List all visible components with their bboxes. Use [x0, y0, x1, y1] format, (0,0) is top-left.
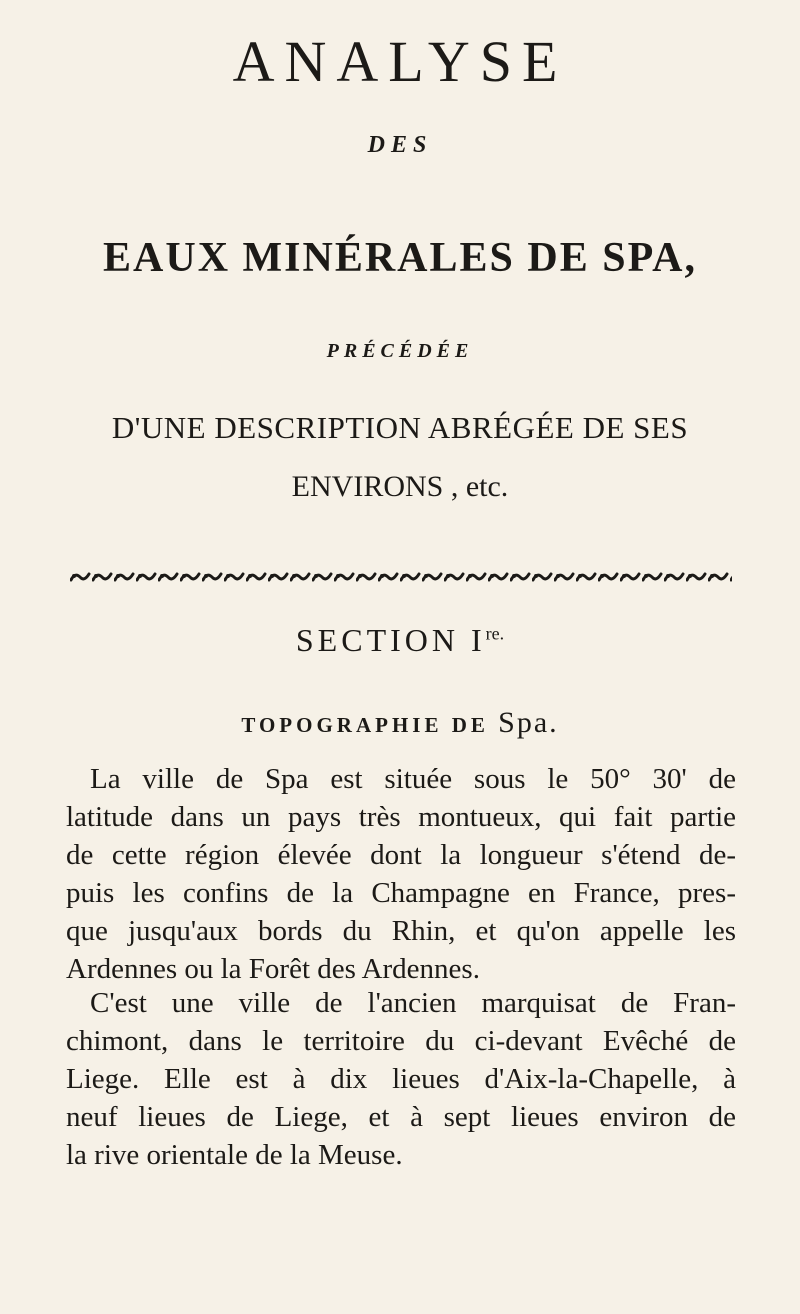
paragraph-line: Ardennes ou la Forêt des Ardennes.	[66, 953, 480, 985]
topography-heading	[0, 706, 800, 740]
topography-prefix: TOPOGRAPHIE DE	[241, 713, 489, 737]
des-subtitle: DES	[367, 132, 433, 158]
section-ordinal: re.	[485, 623, 505, 644]
description-line-1: D'UNE DESCRIPTION ABRÉGÉE DE SES	[111, 410, 689, 445]
paragraph-line: La ville de Spa est située sous le 50° 30' de	[90, 763, 736, 795]
main-title: ANALYSE	[232, 29, 568, 94]
description-line-2: ENVIRONS , etc.	[291, 470, 509, 503]
paragraph-2	[66, 984, 736, 1174]
section-heading	[0, 622, 800, 659]
paragraph-1	[66, 760, 736, 988]
paragraph-line: Liege. Elle est à dix lieues d'Aix-la-Chapelle, à	[66, 1063, 736, 1095]
topography-place: Spa.	[498, 706, 559, 739]
paragraph-line: latitude dans un pays très montueux, qui fait partie	[66, 801, 736, 833]
paragraph-line: chimont, dans le territoire du ci-devant Evêché de	[66, 1025, 736, 1057]
precedee-label: PRÉCÉDÉE	[326, 340, 474, 362]
paragraph-line: la rive orientale de la Meuse.	[66, 1139, 403, 1171]
paragraph-line: que jusqu'aux bords du Rhin, et qu'on appelle les	[66, 915, 736, 947]
paragraph-line: puis les confins de la Champagne en France, pres-	[66, 877, 736, 909]
subtitle-eaux-minerales: EAUX MINÉRALES DE SPA,	[103, 235, 697, 281]
ornamental-rule	[70, 570, 732, 586]
paragraph-line: de cette région élevée dont la longueur s'étend de-	[66, 839, 736, 871]
section-label: SECTION I	[295, 622, 486, 658]
paragraph-line: C'est une ville de l'ancien marquisat de Fran-	[90, 987, 736, 1019]
paragraph-line: neuf lieues de Liege, et à sept lieues environ de	[66, 1101, 736, 1133]
